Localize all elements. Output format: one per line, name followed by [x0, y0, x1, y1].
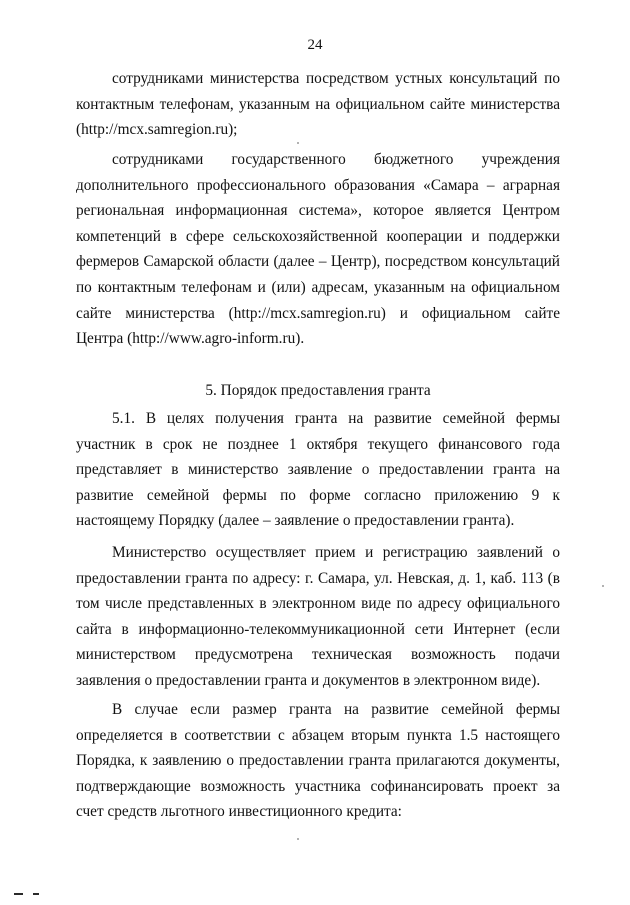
scan-speck: [297, 838, 299, 840]
paragraph-text: В случае если размер гранта на развитие семейной фермы определяется в соответствии с абзацем вторым пункта 1.5 настоящего Порядка, к заявлению о предоставлении гранта прилагаются документы, подтверждающие возможность участника софинансировать проект за счет средств льготного инвестиционного кредита:: [76, 701, 560, 821]
section-heading: 5. Порядок предоставления гранта: [205, 382, 431, 399]
paragraph-text: сотрудниками государственного бюджетного учреждения дополнительного профессионального образования «Самара – аграрная региональная информационная система», которое является Центром компетенций в сфере сельскохозяйственной кооперации и поддержки фермеров Самарской области (далее – Центр), посредством консультаций по контактным телефонам и (или) адресам, указанным на официальном сайте министерства (http://mcx.samregion.ru) и официальном сайте Центра (http://www.agro-inform.ru).: [76, 151, 560, 348]
paragraph-text: Министерство осуществляет прием и регистрацию заявлений о предоставлении гранта по адресу: г. Самара, ул. Невская, д. 1, каб. 113 (в том числе представленных в электронном виде по адресу официального сайта в информационно-телекоммуникационной сети Интернет (если министерством предусмотрена техническая возможность подачи заявления о предоставлении гранта и документов в электронном виде).: [76, 544, 560, 689]
paragraph-ministry-consultations: [76, 66, 560, 143]
paragraph-documents: [76, 697, 560, 825]
scan-speck: [297, 142, 299, 144]
paragraph-text: сотрудниками министерства посредством устных консультаций по контактным телефонам, указанным на официальном сайте министерства (http://mcx.samregion.ru);: [76, 70, 560, 139]
paragraph-text: 5.1. В целях получения гранта на развитие семейной фермы участник в срок не позднее 1 октября текущего финансового года представляет в министерство заявление о предоставлении гранта на развитие семейной фермы по форме согласно приложению 9 к настоящему Порядку (далее – заявление о предоставлении гранта).: [76, 410, 560, 530]
page-number: 24: [307, 37, 323, 53]
paragraph-5-1: [76, 406, 560, 534]
scan-mark: [14, 893, 23, 895]
paragraph-registration: [76, 540, 560, 694]
paragraph-center-consultations: [76, 147, 560, 352]
scan-mark: [33, 893, 39, 895]
scan-speck: [602, 585, 604, 587]
